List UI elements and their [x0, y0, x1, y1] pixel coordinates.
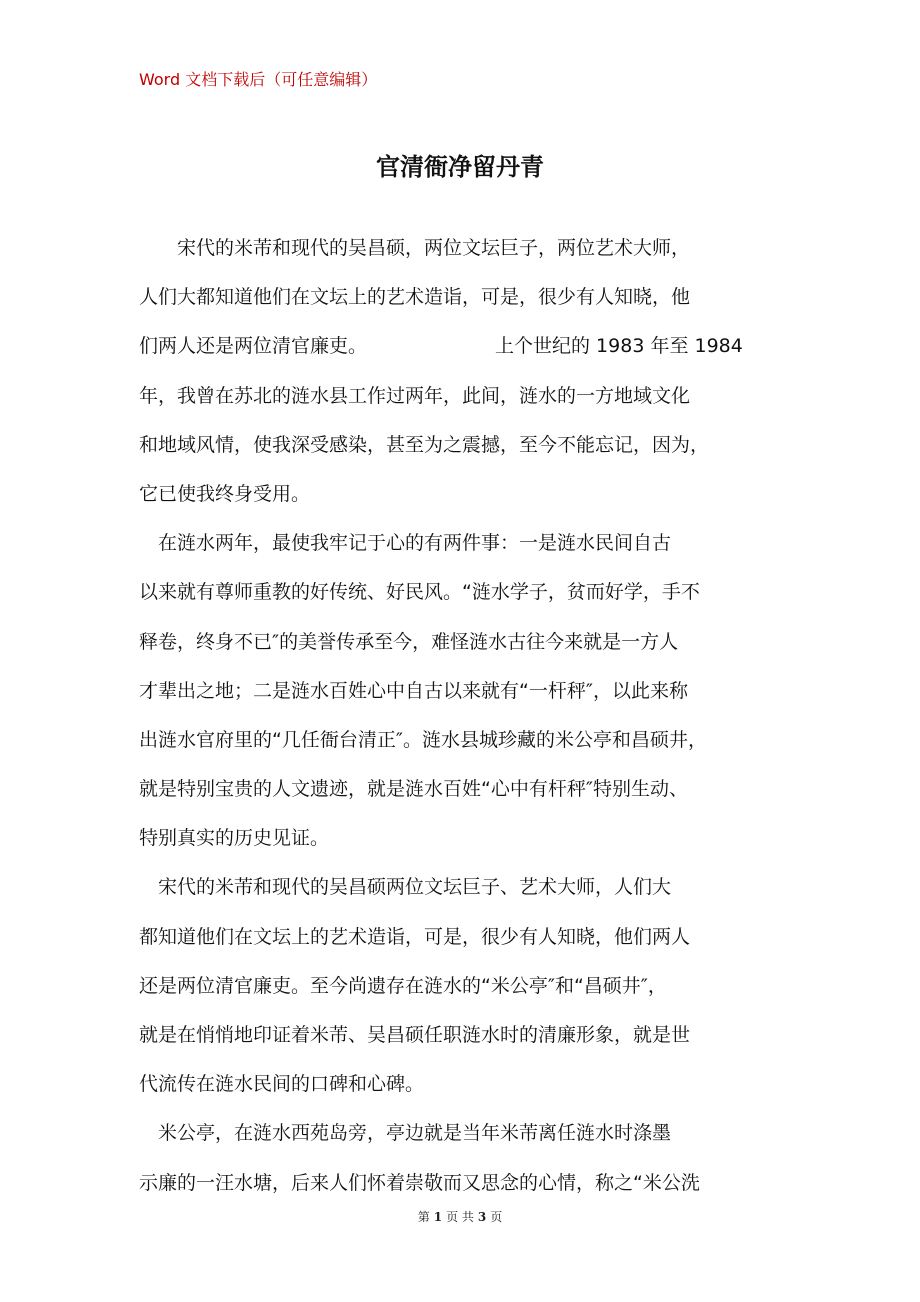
text-line: 宋代的米芾和现代的吴昌硕两位文坛巨子、艺术大师，人们大 [139, 876, 672, 899]
text-line: 示廉的一汪水塘，后来人们怀着崇敬而又思念的心情，称之“米公洗 [139, 1171, 700, 1194]
footer-prefix: 第 [417, 1210, 430, 1224]
text-line: 就是特别宝贵的人文遗迹，就是涟水百姓“心中有杆秤″特别生动、 [139, 778, 688, 801]
current-page-number: 1 [433, 1210, 443, 1224]
download-note: Word 文档下载后（可任意编辑） [139, 70, 378, 89]
text-line: 它已使我终身受用。 [139, 482, 311, 505]
page-footer [0, 1208, 920, 1226]
text-line: 在涟水两年，最使我牢记于心的有两件事：一是涟水民间自古 [139, 532, 672, 555]
total-page-number: 3 [477, 1210, 487, 1224]
text-line: 才辈出之地；二是涟水百姓心中自古以来就有“一杆秤″，以此来称 [139, 679, 688, 702]
text-line: 年，我曾在苏北的涟水县工作过两年，此间，涟水的一方地域文化 [139, 384, 691, 407]
text-line: 宋代的米芾和现代的吴昌硕，两位文坛巨子，两位艺术大师， [139, 237, 691, 259]
text-line-head: 们两人还是两位清官廉吏。 [139, 335, 368, 358]
text-line: 释卷，终身不已″的美誉传承至今，难怪涟水古往今来就是一方人 [139, 630, 679, 653]
text-line: 还是两位清官廉吏。至今尚遗存在涟水的“米公亭″和“昌硕井″， [139, 974, 667, 997]
document-body [139, 224, 799, 1208]
text-line: 代流传在涟水民间的口碑和心碑。 [139, 1073, 425, 1096]
footer-middle: 页 共 [446, 1210, 474, 1224]
text-line: 出涟水官府里的“几任衙台清正″。涟水县城珍藏的米公亭和昌硕井， [139, 728, 707, 751]
text-line: 和地域风情，使我深受感染，甚至为之震撼，至今不能忘记，因为， [139, 433, 710, 456]
text-line: 以来就有尊师重教的好传统、好民风。“涟水学子，贫而好学，手不 [139, 581, 700, 604]
footer-suffix: 页 [490, 1210, 503, 1224]
text-line: 就是在悄悄地印证着米芾、吴昌硕任职涟水时的清廉形象，就是世 [139, 1024, 691, 1046]
text-line [139, 322, 799, 371]
text-line: 米公亭，在涟水西苑岛旁，亭边就是当年米芾离任涟水时涤墨 [139, 1122, 672, 1145]
text-line: 都知道他们在文坛上的艺术造诣，可是，很少有人知晓，他们两人 [139, 925, 691, 948]
text-line: 特别真实的历史见证。 [139, 827, 330, 850]
text-line: 人们大都知道他们在文坛上的艺术造诣，可是，很少有人知晓，他 [139, 286, 691, 309]
document-title: 官清衙净留丹青 [376, 152, 544, 181]
text-line-tail: 上个世纪的 1983 年至 1984 [495, 335, 743, 358]
